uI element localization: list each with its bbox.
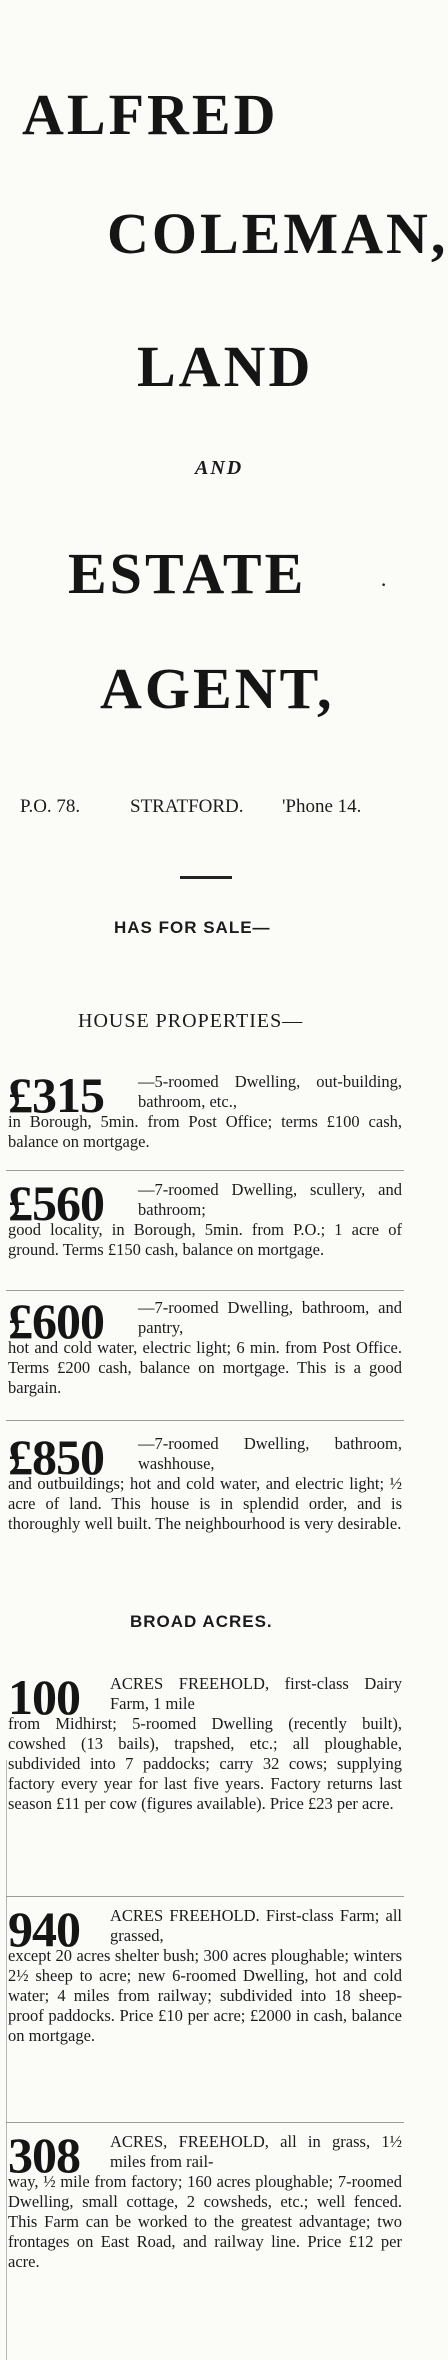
property-price: £600 bbox=[8, 1293, 104, 1349]
column-edge-rule bbox=[6, 1760, 7, 2360]
property-price: £560 bbox=[8, 1175, 104, 1231]
farm-lead: ACRES FREEHOLD, first-class Dairy Farm, 1 mile bbox=[110, 1674, 402, 1713]
listing-divider bbox=[6, 1290, 404, 1291]
phone-number: 'Phone 14. bbox=[282, 796, 362, 817]
farm-acreage: 308 bbox=[8, 2127, 80, 2183]
property-body: in Borough, 5min. from Post Office; terms £100 cash, balance on mortgage. bbox=[8, 1112, 402, 1151]
farm-acreage: 940 bbox=[8, 1901, 80, 1957]
property-lead: —7-roomed Dwelling, bathroom, washhouse, bbox=[138, 1434, 402, 1473]
property-body: hot and cold water, electric light; 6 min. from Post Office. Terms £200 cash, balance on mortgage. This is a good bargain. bbox=[8, 1338, 402, 1397]
header-line-and: AND bbox=[195, 457, 244, 479]
listing-divider bbox=[6, 1420, 404, 1421]
listing-divider bbox=[6, 2122, 404, 2123]
listing-divider bbox=[6, 1170, 404, 1171]
farm-body: from Midhirst; 5-roomed Dwelling (recently built), cowshed (13 bails), trapshed, etc.; all ploughable, subdivided into 7 paddocks; carry 32 cows; supplying factory every year for last five years. Factory returns last season £11 per cow (figures available). Price £23 per acre. bbox=[8, 1714, 402, 1813]
farm-body: except 20 acres shelter bush; 300 acres ploughable; winters 2½ sheep to acre; new 6-roomed Dwelling, hot and cold water; 4 miles from railway; subdivided into 18 sheep-proof paddocks. Price £10 per acre; £2000 in cash, balance on mortgage. bbox=[8, 1946, 402, 2045]
farm-lead: ACRES FREEHOLD. First-class Farm; all grassed, bbox=[110, 1906, 402, 1945]
contact-line bbox=[0, 796, 410, 820]
property-lead: —7-roomed Dwelling, bathroom, and pantry, bbox=[138, 1298, 402, 1337]
property-body: good locality, in Borough, 5min. from P.O.; 1 acre of ground. Terms £150 cash, balance on mortgage. bbox=[8, 1220, 402, 1259]
town-name: STRATFORD. bbox=[130, 796, 244, 817]
house-properties-heading: HOUSE PROPERTIES— bbox=[78, 1010, 304, 1032]
header-line-agent: AGENT, bbox=[100, 656, 335, 721]
header-line-alfred: ALFRED bbox=[22, 82, 279, 147]
property-body: and outbuildings; hot and cold water, and electric light; ½ acre of land. This house is in splendid order, and is thoroughly well built. The neighbourhood is very desirable. bbox=[8, 1474, 402, 1533]
listing-divider bbox=[6, 1896, 404, 1897]
property-lead: —7-roomed Dwelling, scullery, and bathroom; bbox=[138, 1180, 402, 1219]
property-price: £315 bbox=[8, 1067, 104, 1123]
printer-mark-dot: · bbox=[380, 572, 388, 597]
broad-acres-heading: BROAD ACRES. bbox=[130, 1612, 273, 1631]
has-for-sale-heading: HAS FOR SALE— bbox=[114, 918, 271, 937]
property-lead: —5-roomed Dwelling, out-building, bathroom, etc., bbox=[138, 1072, 402, 1111]
header-line-land: LAND bbox=[137, 334, 314, 399]
farm-lead: ACRES, FREEHOLD, all in grass, 1½ miles from rail- bbox=[110, 2132, 402, 2171]
property-price: £850 bbox=[8, 1429, 104, 1485]
header-line-coleman: COLEMAN, bbox=[107, 201, 448, 266]
short-rule bbox=[180, 876, 232, 879]
header-line-estate: ESTATE bbox=[68, 541, 307, 606]
farm-acreage: 100 bbox=[8, 1669, 80, 1725]
po-box: P.O. 78. bbox=[20, 796, 81, 817]
farm-body: way, ½ mile from factory; 160 acres ploughable; 7-roomed Dwelling, small cottage, 2 cowsheds, etc.; well fenced. This Farm can be worked to the greatest advantage; two frontages on East Road, and railway line. Price £12 per acre. bbox=[8, 2172, 402, 2271]
